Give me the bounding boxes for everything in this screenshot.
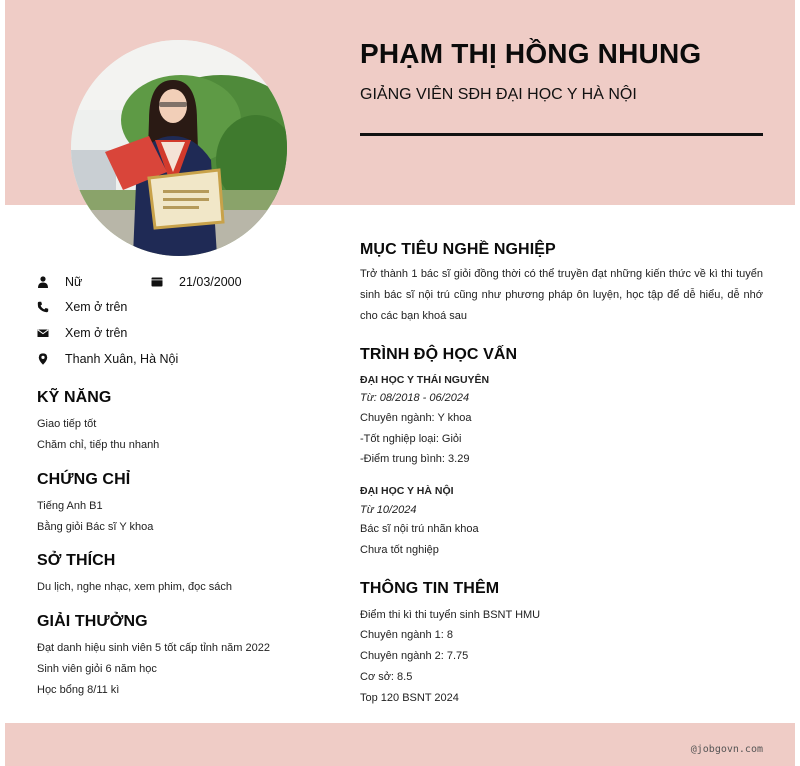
education-detail: Chưa tốt nghiệp [360, 544, 439, 556]
certificate-item: Tiếng Anh B1 [37, 500, 103, 512]
extra-info-item: Chuyên ngành 1: 8 [360, 629, 453, 641]
email-value: Xem ở trên [65, 326, 128, 340]
extra-info-item: Cơ sở: 8.5 [360, 671, 413, 683]
education-period: Từ: 08/2018 - 06/2024 [360, 392, 470, 404]
phone-icon [37, 301, 49, 313]
phone-row [37, 300, 127, 314]
award-item: Học bổng 8/11 kì [37, 684, 120, 696]
hobbies-title: SỞ THÍCH [37, 552, 116, 569]
education-detail: -Tốt nghiệp loại: Giỏi [360, 433, 462, 445]
footer-band [5, 723, 795, 766]
education-school: ĐẠI HỌC Y THÁI NGUYÊN [360, 374, 490, 386]
birthdate-row [151, 275, 242, 289]
award-item: Đạt danh hiệu sinh viên 5 tốt cấp tỉnh năm 2022 [37, 642, 270, 654]
address-value: Thanh Xuân, Hà Nội [65, 352, 179, 366]
education-period: Từ 10/2024 [360, 504, 417, 516]
education-detail: -Điểm trung bình: 3.29 [360, 453, 470, 465]
certificate-item: Bằng giỏi Bác sĩ Y khoa [37, 521, 154, 533]
address-row [37, 352, 178, 366]
profile-photo-illustration [71, 40, 287, 256]
cv-page [5, 0, 795, 766]
candidate-position: GIẢNG VIÊN SĐH ĐẠI HỌC Y HÀ NỘI [360, 86, 637, 103]
phone-value: Xem ở trên [65, 300, 128, 314]
objective-title: MỤC TIÊU NGHỀ NGHIỆP [360, 241, 556, 258]
education-detail: Bác sĩ nội trú nhãn khoa [360, 523, 479, 535]
award-item: Sinh viên giỏi 6 năm học [37, 663, 157, 675]
extra-info-item: Top 120 BSNT 2024 [360, 692, 459, 704]
calendar-icon [151, 276, 163, 288]
footer-credit: @jobgovn.com [690, 744, 763, 755]
extra-info-title: THÔNG TIN THÊM [360, 580, 500, 597]
gender-row [37, 275, 82, 289]
hobby-item: Du lịch, nghe nhạc, xem phim, đọc sách [37, 581, 233, 593]
title-divider [360, 133, 763, 136]
certificates-title: CHỨNG CHỈ [37, 471, 131, 488]
education-detail: Chuyên ngành: Y khoa [360, 412, 472, 424]
objective-text: Trở thành 1 bác sĩ giỏi đồng thời có thể truyền đạt những kiến thức về kì thi tuyển sinh bác sĩ nội trú cũng như phương pháp ôn luyện, học tập để dễ hiểu, dễ nhớ cho các bạn khoá sau [360, 268, 763, 322]
skill-item: Giao tiếp tốt [37, 418, 97, 430]
candidate-name: PHẠM THỊ HỒNG NHUNG [360, 38, 702, 69]
skill-item: Chăm chỉ, tiếp thu nhanh [37, 439, 160, 451]
gender-value: Nữ [65, 275, 83, 289]
email-row [37, 326, 127, 340]
person-icon [37, 276, 49, 288]
awards-title: GIẢI THƯỞNG [37, 613, 148, 630]
skills-title: KỸ NĂNG [37, 389, 112, 406]
education-school: ĐẠI HỌC Y HÀ NỘI [360, 485, 454, 497]
extra-info-item: Điểm thi kì thi tuyển sinh BSNT HMU [360, 609, 541, 621]
location-icon [37, 353, 49, 365]
extra-info-item: Chuyên ngành 2: 7.75 [360, 650, 469, 662]
profile-photo [71, 40, 287, 256]
birthdate-value: 21/03/2000 [179, 275, 242, 289]
education-title: TRÌNH ĐỘ HỌC VẤN [360, 346, 518, 363]
mail-icon [37, 327, 49, 339]
